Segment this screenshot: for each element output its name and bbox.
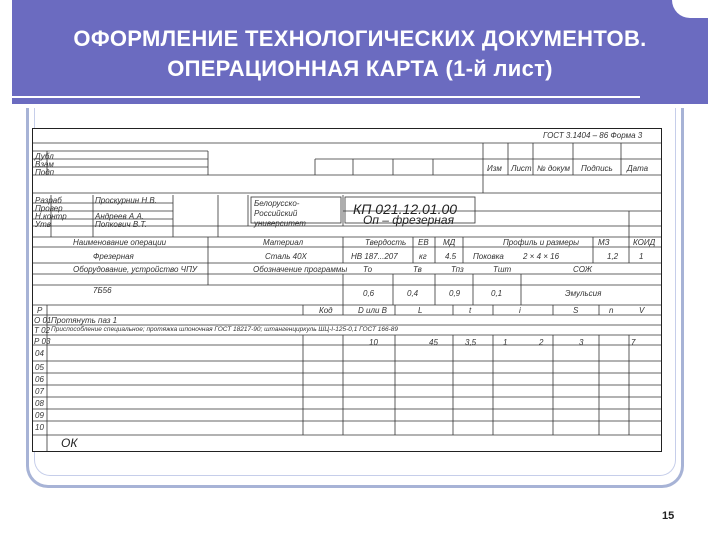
op-row-label-8: 09: [35, 411, 44, 420]
equipment-value-5: Эмульсия: [565, 289, 602, 298]
company-name: Белорусско-Российский университет: [254, 199, 306, 228]
operation-name: Оп – фрезерная: [363, 213, 454, 227]
equipment-value-0: 7Б56: [93, 286, 112, 295]
tool-value-6: 7: [631, 338, 636, 347]
material-value-8: 1: [639, 252, 644, 261]
material-value-0: Фрезерная: [93, 252, 134, 261]
material-header-2: Твердость: [365, 238, 407, 247]
material-value-6: 2 × 4 × 16: [523, 252, 560, 261]
op-row-label-0: О 01: [34, 316, 52, 325]
tool-header-1: Код: [319, 306, 333, 315]
equipment-value-2: 0,4: [407, 289, 419, 298]
band-corner: [672, 0, 708, 18]
equipment-header-1: Обозначение программы: [253, 265, 348, 274]
material-header-6: МЗ: [598, 238, 610, 247]
material-header-7: КОИД: [633, 238, 656, 247]
material-header-1: Материал: [263, 238, 304, 247]
tool-header-7: n: [609, 306, 614, 315]
op-row-text-0: Протянуть паз 1: [51, 316, 118, 325]
sign-name-2: Андреев А.А.: [95, 212, 145, 221]
tool-header-0: Р: [37, 306, 43, 315]
material-value-4: 4.5: [445, 252, 457, 261]
operation-card-form: [32, 128, 662, 452]
material-value-3: кг: [419, 252, 427, 261]
material-value-1: Сталь 40Х: [265, 252, 307, 261]
slide-title-line-1: ОФОРМЛЕНИЕ ТЕХНОЛОГИЧЕСКИХ ДОКУМЕНТОВ.: [73, 26, 647, 51]
form-code: ГОСТ 3.1404 – 86 Форма 3: [543, 131, 643, 140]
tool-value-0: 10: [369, 338, 378, 347]
sign-label-3: Утв: [35, 220, 51, 229]
equipment-header-4: Тпз: [451, 265, 464, 274]
op-row-label-9: 10: [35, 423, 44, 432]
document-code: КП 021.12.01.00: [353, 201, 458, 217]
stamp-label-1: Взам: [35, 160, 54, 169]
tool-value-2: 3,5: [465, 338, 477, 347]
header-col-4: Дата: [627, 164, 649, 173]
sign-label-2: Н.контр: [35, 212, 67, 221]
tool-header-6: S: [573, 306, 579, 315]
header-col-0: Изм: [487, 164, 502, 173]
material-value-7: 1,2: [607, 252, 619, 261]
equipment-header-2: То: [363, 265, 373, 274]
tool-value-3: 1: [503, 338, 508, 347]
op-row-label-7: 08: [35, 399, 44, 408]
material-header-5: Профиль и размеры: [503, 238, 580, 247]
tool-value-4: 2: [539, 338, 544, 347]
tool-value-5: 3: [579, 338, 584, 347]
op-row-label-5: 06: [35, 375, 44, 384]
op-row-label-1: Т 02: [34, 326, 51, 335]
tool-header-5: i: [519, 306, 521, 315]
header-col-1: Лист: [511, 164, 532, 173]
material-header-0: Наименование операции: [73, 238, 167, 247]
page-number: 15: [662, 510, 675, 522]
op-row-text-1: Приспособление специальное; протяжка шпоночная ГОСТ 18217-90; штангенциркуль ШЦ-I-125-0,1 ГОСТ 166-89: [51, 326, 398, 333]
stamp-label-2: Подп: [35, 168, 55, 177]
equipment-value-4: 0,1: [491, 289, 503, 298]
title-underline: [12, 96, 640, 98]
tool-header-3: L: [418, 306, 423, 315]
equipment-header-6: СОЖ: [573, 265, 592, 274]
equipment-header-3: Тв: [413, 265, 422, 274]
equipment-value-3: 0,9: [449, 289, 461, 298]
equipment-header-0: Оборудование, устройство ЧПУ: [73, 265, 197, 274]
slide-title-line-2: ОПЕРАЦИОННАЯ КАРТА (1-й лист): [167, 56, 553, 81]
tool-header-8: V: [639, 306, 645, 315]
material-header-4: МД: [443, 238, 456, 247]
op-row-label-2: Р 03: [34, 337, 51, 346]
tool-header-4: t: [469, 306, 472, 315]
material-value-2: НВ 187...207: [351, 252, 398, 261]
op-row-label-4: 05: [35, 363, 44, 372]
op-row-label-3: 04: [35, 349, 44, 358]
op-row-label-6: 07: [35, 387, 44, 396]
header-col-2: № докум: [537, 164, 571, 173]
sign-name-0: Проскурнин Н.В.: [95, 196, 157, 205]
sign-label-0: Разраб: [35, 196, 62, 205]
sign-label-1: Провер: [35, 204, 63, 213]
material-value-5: Поковка: [473, 252, 504, 261]
equipment-header-5: Тшт: [493, 265, 512, 274]
footer-code: ОК: [61, 436, 78, 450]
tool-value-1: 45: [429, 338, 438, 347]
tool-header-2: D или В: [358, 306, 387, 315]
sign-name-3: Попкович В.Т.: [95, 220, 147, 229]
equipment-value-1: 0,6: [363, 289, 375, 298]
title-band: [12, 0, 708, 104]
stamp-label-0: Дубл: [35, 152, 54, 161]
material-header-3: ЕВ: [418, 238, 429, 247]
header-col-3: Подпись: [581, 164, 613, 173]
